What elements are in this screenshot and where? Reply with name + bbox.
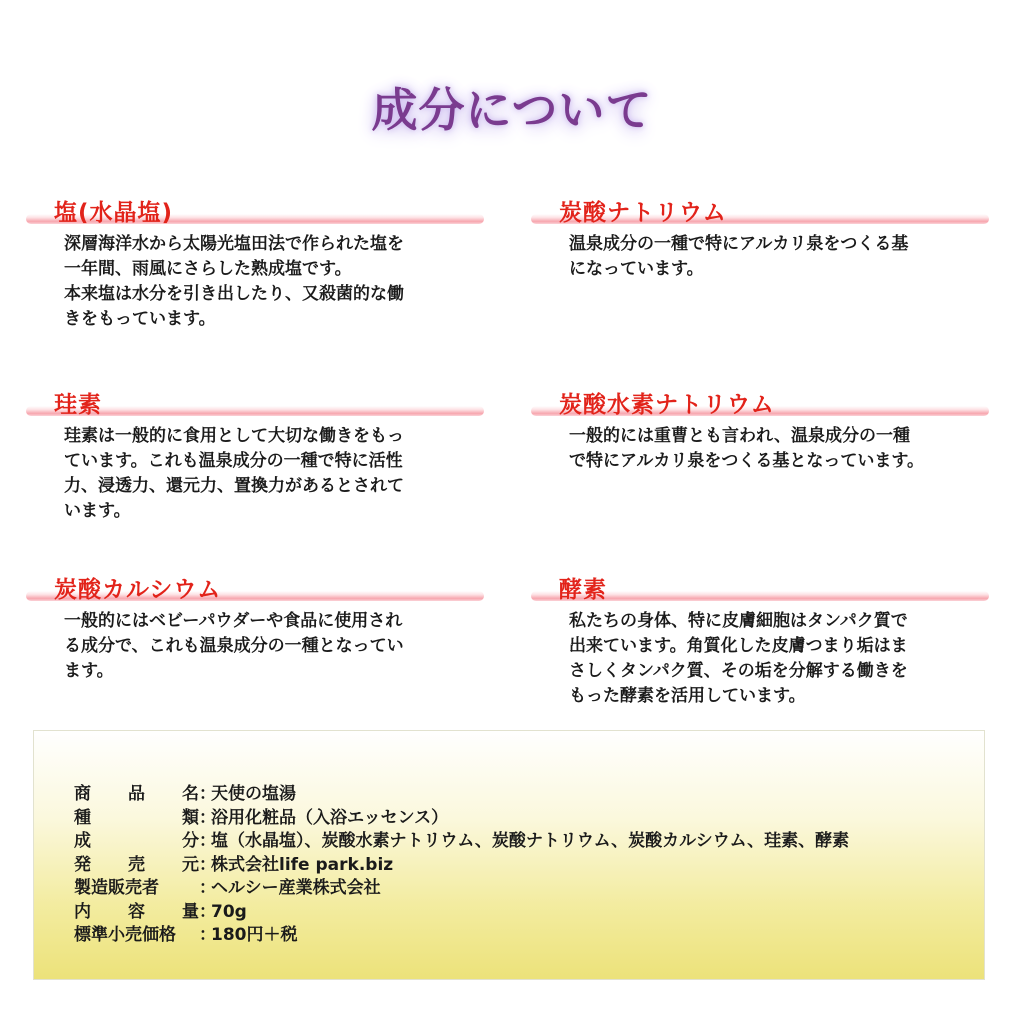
product-info-separator: ： xyxy=(199,878,216,898)
section-heading xyxy=(26,386,484,416)
product-info-separator: ： xyxy=(199,925,216,945)
product-info-table xyxy=(74,783,849,948)
product-info-key-part: 量 xyxy=(182,901,199,922)
product-info-key-part: 類 xyxy=(182,807,199,828)
product-info-key-part: 成 xyxy=(74,831,91,851)
product-info-key xyxy=(74,783,199,807)
product-info-row xyxy=(74,854,849,878)
section-heading-label: 炭酸カルシウム xyxy=(54,577,222,603)
section-heading xyxy=(531,386,989,416)
product-info-value: 180円＋税 xyxy=(211,925,298,945)
product-info-key xyxy=(74,807,199,831)
ingredient-sodium-bicarbonate xyxy=(531,386,989,474)
product-info-key-part: 発 xyxy=(74,854,91,875)
product-info-separator: ： xyxy=(199,901,216,922)
product-info-value: ヘルシー産業株式会社 xyxy=(211,878,381,898)
product-info-row xyxy=(74,830,849,854)
product-info-key-part: 種 xyxy=(74,807,91,828)
product-info-value: 70g xyxy=(211,901,247,922)
product-info-separator: ： xyxy=(199,831,216,851)
section-heading xyxy=(26,194,484,224)
product-info-key xyxy=(74,924,199,948)
product-info-separator: ： xyxy=(199,854,216,875)
product-info-key-part: 標準小売価格 xyxy=(74,925,176,945)
section-body: 珪素は一般的に食用として大切な働きをもっ ています。これも温泉成分の一種で特に活性 力、浸透力、還元力、置換力があるとされて います。 xyxy=(64,426,404,521)
section-heading-label: 炭酸水素ナトリウム xyxy=(559,392,775,418)
ingredient-sodium-carbonate xyxy=(531,194,989,282)
product-info-key-part: 分 xyxy=(182,831,199,851)
section-body: 温泉成分の一種で特にアルカリ泉をつくる基 になっています。 xyxy=(569,234,909,279)
product-info-value: 天使の塩湯 xyxy=(211,784,296,804)
product-info-separator: ： xyxy=(199,784,216,804)
product-info-key-part: 品 xyxy=(128,784,145,804)
product-info-key-part: 商 xyxy=(74,784,91,804)
product-info-key xyxy=(74,854,199,878)
product-info-key xyxy=(74,901,199,925)
section-heading-label: 炭酸ナトリウム xyxy=(559,200,727,226)
product-info-key-part: 容 xyxy=(128,901,145,922)
section-heading xyxy=(531,571,989,601)
ingredient-silicon xyxy=(26,386,484,524)
product-info-box xyxy=(33,730,985,980)
product-info-key-part: 名 xyxy=(182,784,199,804)
section-heading xyxy=(26,571,484,601)
ingredient-calcium-carbonate xyxy=(26,571,484,684)
product-info-row xyxy=(74,924,849,948)
product-info-key xyxy=(74,877,199,901)
product-info-key-part: 元 xyxy=(182,854,199,875)
section-heading-label: 珪素 xyxy=(54,392,102,418)
product-info-row xyxy=(74,783,849,807)
product-info-key-part: 内 xyxy=(74,901,91,922)
page-title: 成分について xyxy=(371,83,653,137)
product-info-value: 浴用化粧品（入浴エッセンス） xyxy=(211,807,449,828)
section-body: 深層海洋水から太陽光塩田法で作られた塩を 一年間、雨風にさらした熟成塩です。 本来塩は水分を引き出したり、又殺菌的な働 きをもっています。 xyxy=(64,234,404,329)
product-info-key-part: 売 xyxy=(128,854,145,875)
section-body: 一般的には重曹とも言われ、温泉成分の一種 で特にアルカリ泉をつくる基となっています。 xyxy=(569,426,924,471)
product-info-value: 塩（水晶塩）、炭酸水素ナトリウム、炭酸ナトリウム、炭酸カルシウム、珪素、酵素 xyxy=(211,831,850,851)
ingredient-salt xyxy=(26,194,484,332)
product-info-row xyxy=(74,901,849,925)
product-info-key-part: 製造販売者 xyxy=(74,878,159,898)
ingredient-enzyme xyxy=(531,571,989,709)
section-heading-label: 塩(水晶塩) xyxy=(54,200,174,226)
product-info-key xyxy=(74,830,199,854)
product-info-value: 株式会社life park.biz xyxy=(211,854,394,875)
product-info-separator: ： xyxy=(199,807,216,828)
section-body: 私たちの身体、特に皮膚細胞はタンパク質で 出来ています。角質化した皮膚つまり垢はま さしくタンパク質、その垢を分解する働きを もった酵素を活用しています。 xyxy=(569,611,908,706)
product-info-row xyxy=(74,877,849,901)
section-heading-label: 酵素 xyxy=(559,577,607,603)
section-heading xyxy=(531,194,989,224)
product-info-row xyxy=(74,807,849,831)
section-body: 一般的にはベビーパウダーや食品に使用され る成分で、これも温泉成分の一種となってい ます。 xyxy=(64,611,404,681)
